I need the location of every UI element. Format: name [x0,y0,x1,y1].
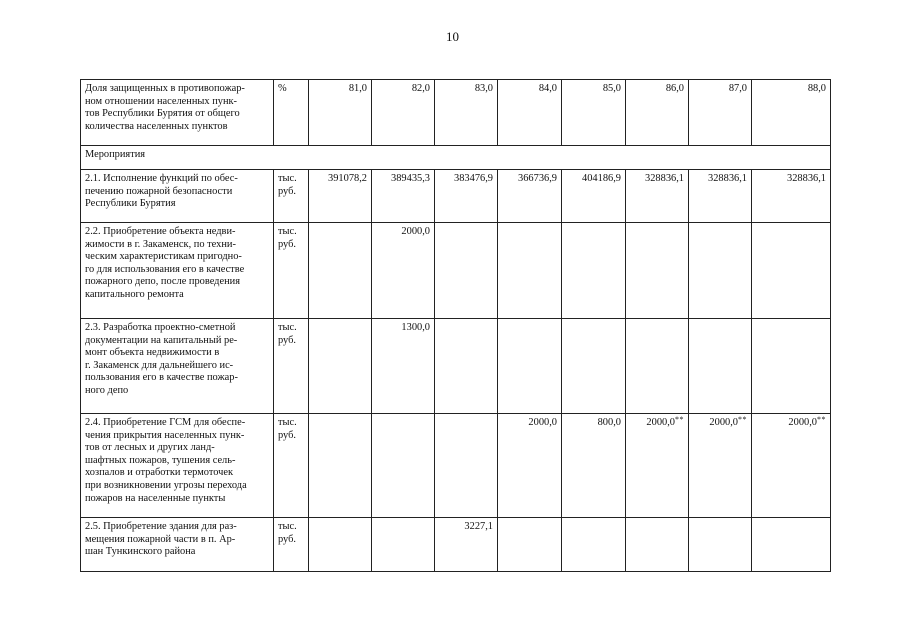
table-row [81,223,831,319]
unit-line: тыс. [278,417,297,428]
value-cell [562,414,626,518]
value-cell [626,80,689,146]
value-text: 389435,3 [391,173,430,184]
description-line: тов от лесных и других ланд- [85,442,215,454]
value-cell [372,518,435,572]
indicator-description [81,223,274,319]
value-cell [498,319,562,414]
value-cell [752,414,831,518]
value-cell [372,170,435,223]
description-line: шан Тункинского района [85,546,196,558]
description-line: г. Закаменск для дальнейшего ис- [85,359,234,371]
description-line: Доля защищенных в противопожар- [85,83,245,94]
description-line: шафтных пожаров, тушения сель- [85,454,236,466]
description-line: ческим характеристикам пригодно- [85,251,242,263]
value-cell [689,170,752,223]
value-cell [372,319,435,414]
value-cell [752,223,831,319]
value-cell [626,223,689,319]
value-text: 82,0 [411,83,430,94]
description-line: тов Республики Бурятия от общего [85,108,240,120]
value-cell [689,319,752,414]
value-cell [689,223,752,319]
value-text: 83,0 [474,83,493,94]
unit-line: тыс. [278,521,297,532]
description-line: хозпалов и отработки термоточек [85,467,234,479]
indicators-table [80,79,831,572]
unit-line: руб. [278,334,297,346]
value-text: 404186,9 [582,173,621,184]
description-line: при возникновении угрозы перехода [85,479,247,491]
value-cell [435,319,498,414]
unit-line: руб. [278,429,297,441]
value-cell [752,80,831,146]
description-line: го для использования его в качестве [85,263,245,275]
value-cell [498,518,562,572]
value-text: 2000,0 [709,417,738,428]
indicator-description [81,414,274,518]
value-text: 87,0 [728,83,747,94]
description-line: 2.3. Разработка проектно-сметной [85,322,236,333]
indicator-description [81,80,274,146]
table-row [81,170,831,223]
value-cell [309,170,372,223]
description-line: мещения пожарной части в п. Ар- [85,533,236,545]
footnote-mark: ** [817,415,826,424]
unit-line: тыс. [278,226,297,237]
unit-cell [274,170,309,223]
unit-line: % [278,83,287,94]
description-line: пользования его в качестве пожар- [85,372,238,384]
value-text: 328836,1 [708,173,747,184]
description-line: Республики Бурятия [85,198,176,210]
table-row [81,80,831,146]
value-cell [498,223,562,319]
value-cell [435,80,498,146]
description-line: пожаров на населенные пункты [85,492,226,504]
value-cell [752,518,831,572]
description-line: пожарного депо, после проведения [85,276,240,288]
value-text: 800,0 [597,417,621,428]
table-row [81,414,831,518]
value-text: 328836,1 [645,173,684,184]
page-number: 10 [446,29,459,44]
value-cell [309,80,372,146]
unit-cell [274,414,309,518]
indicator-description [81,319,274,414]
value-text: 328836,1 [787,173,826,184]
description-line: печению пожарной безопасности [85,185,233,197]
table-row [81,319,831,414]
value-cell [435,414,498,518]
value-text: 86,0 [665,83,684,94]
description-line: 2.2. Приобретение объекта недви- [85,226,236,237]
value-text: 2000,0 [401,226,430,237]
value-cell [498,170,562,223]
indicator-description [81,518,274,572]
value-cell [689,414,752,518]
value-cell [309,414,372,518]
value-text: 1300,0 [401,322,430,333]
value-text: 81,0 [348,83,367,94]
value-text: 84,0 [538,83,557,94]
value-text: 2000,0 [788,417,817,428]
value-cell [562,223,626,319]
section-row [81,146,831,170]
description-line: 2.1. Исполнение функций по обес- [85,173,238,184]
value-cell [309,518,372,572]
unit-line: тыс. [278,173,297,184]
value-cell [626,319,689,414]
unit-cell [274,319,309,414]
description-line: количества населенных пунктов [85,120,228,132]
unit-cell [274,223,309,319]
value-cell [689,80,752,146]
value-cell [372,223,435,319]
description-line: чения прикрытия населенных пунк- [85,429,245,441]
description-line: документации на капитальный ре- [85,334,238,346]
section-title: Мероприятия [81,146,831,170]
description-line: ном отношении населенных пунк- [85,95,238,107]
value-cell [498,414,562,518]
value-cell [689,518,752,572]
footnote-mark: ** [675,415,684,424]
value-text: 2000,0 [646,417,675,428]
value-cell [498,80,562,146]
unit-line: тыс. [278,322,297,333]
value-cell [752,319,831,414]
value-text: 88,0 [807,83,826,94]
table-row [81,518,831,572]
value-cell [435,518,498,572]
value-cell [626,414,689,518]
indicator-description [81,170,274,223]
description-line: 2.4. Приобретение ГСМ для обеспе- [85,417,246,428]
description-line: 2.5. Приобретение здания для раз- [85,521,237,532]
value-cell [562,319,626,414]
footnote-mark: ** [738,415,747,424]
value-cell [309,319,372,414]
value-cell [562,80,626,146]
unit-cell [274,80,309,146]
value-cell [562,518,626,572]
value-cell [435,223,498,319]
value-text: 85,0 [602,83,621,94]
description-line: жимости в г. Закаменск, по техни- [85,238,236,250]
description-line: ного депо [85,384,129,396]
unit-line: руб. [278,533,297,545]
unit-cell [274,518,309,572]
value-text: 366736,9 [518,173,557,184]
value-text: 391078,2 [328,173,367,184]
value-cell [435,170,498,223]
value-cell [562,170,626,223]
unit-line: руб. [278,238,297,250]
unit-line: руб. [278,185,297,197]
value-text: 383476,9 [454,173,493,184]
value-cell [372,414,435,518]
value-text: 2000,0 [528,417,557,428]
value-cell [752,170,831,223]
value-text: 3227,1 [464,521,493,532]
value-cell [626,518,689,572]
description-line: капитального ремонта [85,288,184,300]
value-cell [626,170,689,223]
value-cell [309,223,372,319]
value-cell [372,80,435,146]
description-line: монт объекта недвижимости в [85,347,220,359]
